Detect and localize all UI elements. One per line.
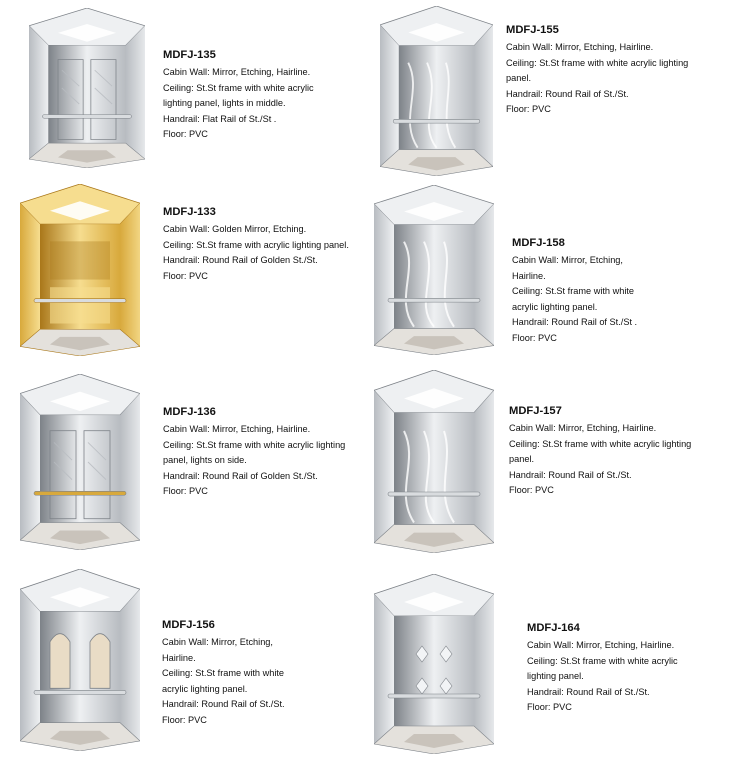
spec-line: Ceiling: St.St frame with white acrylic lighting [509, 438, 692, 449]
spec-line: Cabin Wall: Golden Mirror, Etching. [163, 224, 307, 234]
spec-line: Floor: PVC [509, 485, 554, 496]
spec-mdfj-158 [512, 235, 702, 347]
spec-mdfj-164 [527, 620, 737, 716]
spec-line: panel, lights on side. [163, 455, 247, 466]
product-code: MDFJ-164 [527, 622, 580, 634]
spec-line: Handrail: Round Rail of St./St. [162, 699, 285, 710]
spec-line: panel. [509, 454, 535, 465]
elevator-cabin-illustration [20, 374, 140, 550]
elevator-cabin-illustration [380, 6, 493, 176]
spec-mdfj-136 [163, 404, 393, 500]
spec-line: Floor: PVC [512, 332, 557, 343]
spec-line: lighting panel, lights in middle. [163, 98, 286, 109]
product-code: MDFJ-136 [163, 406, 216, 418]
elevator-cabin-illustration [374, 574, 494, 754]
spec-line: Ceiling: St.St frame with white [162, 668, 285, 679]
spec-line: Floor: PVC [163, 486, 208, 497]
product-code: MDFJ-133 [163, 206, 216, 218]
product-code: MDFJ-156 [162, 619, 215, 631]
spec-line: Handrail: Round Rail of Golden St./St. [163, 470, 318, 481]
spec-mdfj-157 [509, 403, 739, 499]
cabin-image-mdfj-164 [374, 574, 494, 754]
spec-line: Floor: PVC [163, 270, 208, 281]
spec-line: Hairline. [512, 270, 546, 281]
cabin-image-mdfj-135 [29, 8, 145, 168]
spec-line: Floor: PVC [527, 702, 572, 713]
spec-line: Ceiling: St.St frame with acrylic lighting panel. [163, 239, 349, 250]
spec-line: Cabin Wall: Mirror, Etching, [162, 637, 273, 647]
spec-line: Cabin Wall: Mirror, Etching, Hairline. [506, 42, 654, 52]
spec-line: Cabin Wall: Mirror, Etching, [512, 255, 623, 265]
spec-line: Handrail: Round Rail of St./St . [512, 317, 638, 328]
spec-line: Cabin Wall: Mirror, Etching, Hairline. [527, 640, 675, 650]
product-code: MDFJ-155 [506, 24, 559, 36]
cabin-image-mdfj-136 [20, 374, 140, 550]
spec-line: acrylic lighting panel. [512, 301, 598, 312]
elevator-cabin-illustration [20, 569, 140, 751]
spec-line: Handrail: Flat Rail of St./St . [163, 113, 277, 124]
spec-line: acrylic lighting panel. [162, 683, 248, 694]
cabin-image-mdfj-133 [20, 184, 140, 356]
elevator-cabin-illustration [29, 8, 145, 168]
spec-line: Handrail: Round Rail of St./St. [506, 88, 629, 99]
spec-line: Ceiling: St.St frame with white acrylic [163, 82, 314, 93]
spec-line: Floor: PVC [162, 714, 207, 725]
product-code: MDFJ-157 [509, 405, 562, 417]
spec-line: Ceiling: St.St frame with white [512, 286, 635, 297]
spec-line: Ceiling: St.St frame with white acrylic lighting [506, 57, 689, 68]
spec-mdfj-156 [162, 617, 352, 729]
spec-line: Handrail: Round Rail of St./St. [527, 686, 650, 697]
spec-mdfj-135 [163, 47, 393, 143]
cabin-image-mdfj-156 [20, 569, 140, 751]
spec-line: Cabin Wall: Mirror, Etching, Hairline. [163, 67, 311, 77]
spec-line: Cabin Wall: Mirror, Etching, Hairline. [509, 423, 657, 433]
spec-line: Cabin Wall: Mirror, Etching, Hairline. [163, 424, 311, 434]
spec-line: Hairline. [162, 652, 196, 663]
spec-line: Ceiling: St.St frame with white acrylic lighting [163, 439, 346, 450]
spec-mdfj-155 [506, 22, 736, 118]
spec-line: Floor: PVC [506, 104, 551, 115]
spec-line: lighting panel. [527, 671, 584, 682]
product-code: MDFJ-135 [163, 49, 216, 61]
elevator-cabin-illustration [20, 184, 140, 356]
spec-line: Handrail: Round Rail of Golden St./St. [163, 255, 318, 266]
spec-line: panel. [506, 73, 532, 84]
spec-line: Floor: PVC [163, 129, 208, 140]
spec-mdfj-133 [163, 204, 393, 284]
spec-line: Handrail: Round Rail of St./St. [509, 469, 632, 480]
product-code: MDFJ-158 [512, 237, 565, 249]
cabin-image-mdfj-155 [380, 6, 493, 176]
spec-line: Ceiling: St.St frame with white acrylic [527, 655, 678, 666]
